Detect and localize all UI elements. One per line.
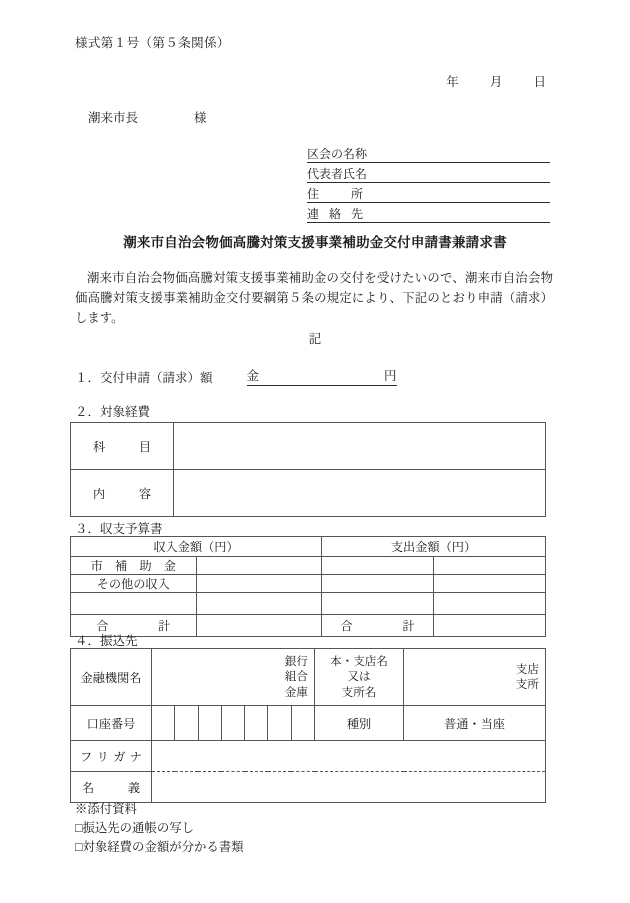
budget-income-value-2[interactable] [196, 575, 322, 593]
budget-income-value-3[interactable] [196, 593, 322, 615]
account-digit-7[interactable] [291, 706, 314, 741]
body-paragraph: 潮来市自治会物価高騰対策支援事業補助金の交付を受けたいので、潮来市自治会物価高騰対策支援事業補助金交付要綱第５条の規定により、下記のとおり申請（請求）します。 [75, 271, 553, 325]
section-3-heading: ３．収支予算書 [75, 522, 163, 536]
form-number: 様式第１号（第５条関係） [75, 36, 230, 50]
bank-furigana-row [71, 741, 546, 772]
budget-expense-label-2[interactable] [322, 575, 434, 593]
expense-table [70, 422, 546, 517]
expense-label-kamoku: 科 目 [71, 423, 174, 470]
addressee-honorific: 様 [194, 111, 207, 125]
addressee [88, 108, 207, 126]
applicant-field-representative[interactable] [307, 165, 550, 183]
table-row [71, 557, 546, 575]
date-year-label: 年 [446, 75, 459, 89]
applicant-label-address: 住 所 [307, 187, 363, 201]
furigana-label: フ リ ガ ナ [71, 741, 152, 772]
account-digit-1[interactable] [152, 706, 175, 741]
budget-expense-total-value[interactable] [434, 615, 546, 637]
branch-name-field[interactable] [404, 649, 546, 706]
account-type-options[interactable]: 普通・当座 [404, 706, 546, 741]
budget-income-total-label: 合 計 [71, 615, 197, 637]
attachment-label-2: 対象経費の金額が分かる書類 [82, 840, 244, 854]
applicant-block [307, 145, 550, 225]
section-1 [75, 366, 397, 386]
account-digit-4[interactable] [221, 706, 244, 741]
account-number-label: 口座番号 [71, 706, 152, 741]
budget-expense-total-label: 合 計 [322, 615, 434, 637]
budget-expense-value-2[interactable] [434, 575, 546, 593]
bank-institution-name-field[interactable] [152, 649, 315, 706]
bank-institution-row [71, 649, 546, 706]
applicant-field-contact[interactable] [307, 205, 550, 223]
expense-value-kamoku[interactable] [174, 423, 546, 470]
currency-suffix: 円 [384, 369, 397, 383]
attachments-title: ※添付資料 [75, 802, 137, 816]
table-row [71, 470, 546, 517]
account-name-label: 名 義 [71, 772, 152, 803]
expense-label-naiyou: 内 容 [71, 470, 174, 517]
branch-type-options: 支店 支所 [515, 662, 539, 691]
date-line [446, 72, 546, 90]
account-digit-6[interactable] [268, 706, 291, 741]
bank-institution-label: 金融機関名 [71, 649, 152, 706]
table-header-row [71, 537, 546, 557]
account-digit-5[interactable] [245, 706, 268, 741]
bank-transfer-table [70, 648, 546, 803]
budget-header-expense: 支出金額（円） [322, 537, 546, 557]
bank-type-options: 銀行 組合 金庫 [284, 654, 308, 699]
applicant-label-representative: 代表者氏名 [307, 167, 368, 181]
budget-expense-label-3[interactable] [322, 593, 434, 615]
attachment-item-1[interactable] [75, 819, 244, 838]
applicant-label-contact: 連 絡 先 [307, 207, 363, 221]
attachments-section [75, 800, 244, 857]
account-type-label: 種別 [315, 706, 404, 741]
table-row [71, 593, 546, 615]
bank-account-row [71, 706, 546, 741]
checkbox-icon[interactable]: □ [75, 821, 83, 835]
currency-prefix: 金 [246, 369, 260, 383]
budget-expense-value-1[interactable] [434, 557, 546, 575]
amount-input-field[interactable] [247, 366, 397, 386]
applicant-label-kaimei: 区会の名称 [307, 147, 368, 161]
table-row [71, 575, 546, 593]
expense-value-naiyou[interactable] [174, 470, 546, 517]
section-1-heading: １．交付申請（請求）額 [75, 371, 213, 385]
budget-expense-label-1[interactable] [322, 557, 434, 575]
account-digit-3[interactable] [198, 706, 221, 741]
checkbox-icon[interactable]: □ [75, 840, 83, 854]
table-total-row [71, 615, 546, 637]
applicant-field-address[interactable] [307, 185, 550, 203]
date-day-label: 日 [533, 75, 546, 89]
budget-table [70, 536, 546, 637]
section-2-heading: ２．対象経費 [75, 405, 151, 419]
attachment-label-1: 振込先の通帳の写し [82, 821, 194, 835]
budget-income-total-value[interactable] [196, 615, 322, 637]
document-title: 潮来市自治会物価高騰対策支援事業補助金交付申請書兼請求書 [123, 235, 507, 250]
budget-income-label-3[interactable] [71, 593, 197, 615]
ki-mark: 記 [308, 332, 322, 346]
applicant-field-kaimei[interactable] [307, 145, 550, 163]
table-row [71, 423, 546, 470]
budget-income-label-1: 市 補 助 金 [71, 557, 197, 575]
branch-name-label: 本・支店名 又は 支所名 [315, 649, 404, 706]
date-month-label: 月 [489, 75, 503, 89]
budget-expense-value-3[interactable] [434, 593, 546, 615]
attachment-item-2[interactable] [75, 838, 244, 857]
budget-income-label-2: その他の収入 [71, 575, 197, 593]
budget-income-value-1[interactable] [196, 557, 322, 575]
section-4-heading: ４．振込先 [75, 634, 138, 648]
budget-header-income: 収入金額（円） [71, 537, 322, 557]
bank-accountname-row [71, 772, 546, 803]
account-digit-2[interactable] [175, 706, 198, 741]
account-name-value[interactable] [152, 772, 546, 803]
furigana-value[interactable] [152, 741, 546, 772]
addressee-name: 潮来市長 [88, 111, 139, 125]
